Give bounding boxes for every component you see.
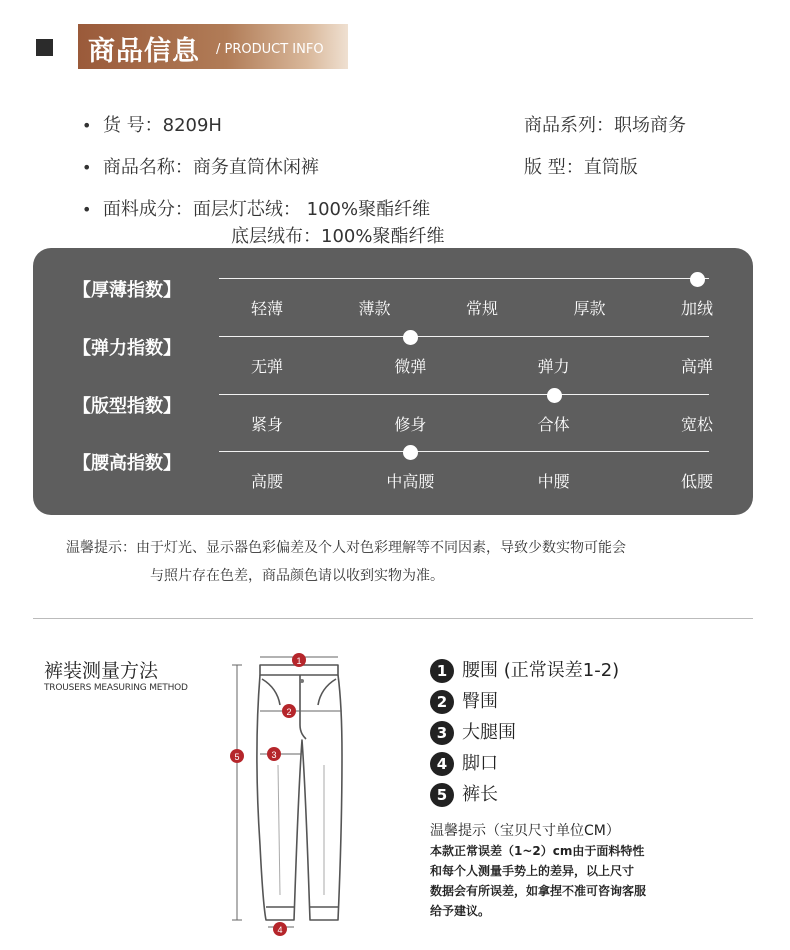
legend-label: 裤长 bbox=[462, 784, 498, 805]
indicator-level: 无弹 bbox=[250, 357, 284, 376]
legend-number: 5 bbox=[430, 783, 454, 807]
indicator-level: 修身 bbox=[394, 415, 427, 434]
legend-label: 臀围 bbox=[462, 691, 498, 712]
indicator-track bbox=[219, 451, 709, 452]
indicator-level: 薄款 bbox=[358, 299, 391, 318]
trousers-diagram bbox=[220, 645, 360, 945]
name-label: 商品名称： bbox=[102, 157, 193, 178]
note-line: 数据会有所误差，如拿捏不准可咨询客服 bbox=[430, 884, 647, 898]
marker-4-label: 4 bbox=[277, 925, 283, 935]
indicator-title: 【弹力指数】 bbox=[73, 338, 181, 359]
indicator-level: 微弹 bbox=[394, 357, 427, 376]
indicator-knob bbox=[403, 445, 418, 460]
indicator-knob bbox=[690, 272, 705, 287]
indicator-knob bbox=[403, 330, 418, 345]
note-line: 本款正常误差（1~2）cm由于面料特性 bbox=[430, 844, 645, 858]
section-subtitle: / PRODUCT INFO bbox=[216, 42, 324, 57]
legend-number: 4 bbox=[430, 752, 454, 776]
section-banner bbox=[78, 24, 348, 69]
indicator-title: 【版型指数】 bbox=[73, 396, 181, 417]
indicator-title: 【腰高指数】 bbox=[73, 453, 181, 474]
indicator-track bbox=[219, 394, 709, 395]
indicator-level: 紧身 bbox=[250, 415, 284, 434]
indicator-level: 厚款 bbox=[573, 299, 606, 318]
indicator-level: 合体 bbox=[537, 415, 570, 434]
note-line: 和每个人测量手势上的差异，以上尺寸 bbox=[430, 864, 635, 878]
indicator-track bbox=[219, 278, 709, 279]
indicator-level: 常规 bbox=[465, 299, 499, 318]
fit-value: 直筒版 bbox=[583, 157, 638, 178]
indicator-level: 宽松 bbox=[680, 415, 714, 434]
legend-item bbox=[430, 687, 498, 714]
legend-number: 3 bbox=[430, 721, 454, 745]
indicator-panel bbox=[33, 248, 753, 515]
indicator-title: 【厚薄指数】 bbox=[73, 280, 181, 301]
info-series bbox=[524, 111, 686, 137]
indicator-level: 轻薄 bbox=[250, 299, 284, 318]
info-fabric: • 面料成分：面层灯芯绒： 100%聚酯纤维 bbox=[82, 199, 431, 220]
series-value: 职场商务 bbox=[614, 115, 686, 136]
legend-label: 脚口 bbox=[462, 753, 498, 774]
tip-line-1: 温馨提示：由于灯光、显示器色彩偏差及个人对色彩理解等不同因素，导致少数实物可能会 bbox=[66, 540, 626, 556]
fabric-label: 面料成分： bbox=[102, 199, 193, 220]
note-title: 温馨提示（宝贝尺寸单位CM） bbox=[430, 823, 620, 839]
indicator-level: 高弹 bbox=[680, 357, 714, 376]
measure-title: 裤装测量方法 bbox=[44, 660, 159, 682]
legend-item bbox=[430, 718, 516, 745]
legend-number: 2 bbox=[430, 690, 454, 714]
info-fit bbox=[524, 153, 638, 179]
info-name: • 商品名称：商务直筒休闲裤 bbox=[82, 157, 319, 178]
item-no-value: 8209H bbox=[162, 115, 222, 136]
note-line: 给予建议。 bbox=[430, 904, 491, 918]
indicator-level: 中腰 bbox=[537, 472, 570, 491]
marker-1-label: 1 bbox=[296, 656, 302, 666]
indicator-level: 高腰 bbox=[250, 472, 284, 491]
legend-item bbox=[430, 749, 498, 776]
marker-3-label: 3 bbox=[271, 750, 277, 760]
header-square-marker bbox=[36, 39, 53, 56]
indicator-level: 中高腰 bbox=[386, 472, 435, 491]
indicator-knob bbox=[547, 388, 562, 403]
fabric-line1: 面层灯芯绒： 100%聚酯纤维 bbox=[192, 199, 431, 220]
series-label: 商品系列： bbox=[524, 115, 614, 136]
legend-label: 大腿围 bbox=[462, 722, 516, 743]
name-value: 商务直筒休闲裤 bbox=[192, 157, 319, 178]
indicator-level: 弹力 bbox=[537, 357, 570, 376]
section-divider bbox=[33, 618, 753, 619]
item-no-label: 货 号： bbox=[102, 115, 163, 136]
fabric-line2: 底层绒布：100%聚酯纤维 bbox=[231, 226, 445, 247]
measure-subtitle: TROUSERS MEASURING METHOD bbox=[44, 683, 188, 693]
marker-2-label: 2 bbox=[286, 707, 292, 717]
button-icon bbox=[300, 679, 304, 683]
legend-number: 1 bbox=[430, 659, 454, 683]
indicator-level: 加绒 bbox=[680, 299, 714, 318]
info-item-no: • 货 号：8209H bbox=[82, 115, 222, 136]
indicator-level: 低腰 bbox=[680, 472, 714, 491]
fit-label: 版 型： bbox=[524, 157, 584, 178]
legend-item bbox=[430, 656, 619, 683]
marker-5-label: 5 bbox=[234, 752, 240, 762]
indicator-track bbox=[219, 336, 709, 337]
legend-item bbox=[430, 780, 498, 807]
section-title: 商品信息 bbox=[88, 36, 200, 67]
tip-line-2: 与照片存在色差，商品颜色请以收到实物为准。 bbox=[150, 568, 444, 584]
legend-label: 腰围 (正常误差1-2) bbox=[462, 660, 620, 681]
